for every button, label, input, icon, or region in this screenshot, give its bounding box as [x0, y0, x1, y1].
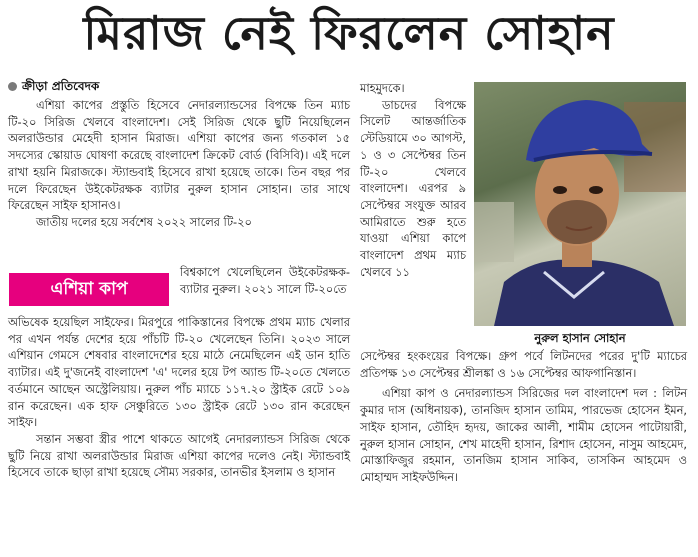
- paragraph: এশিয়া কাপের প্রস্তুতি হিসেবে নেদারল্যান্ডসের বিপক্ষে তিন ম্যাচ টি-২০ সিরিজ খেলবে বাংলাদেশ। সেই সিরিজ থেকে ছুটি নিয়েছিলেন অলরাউন্ডার মেহেদী হাসান মিরাজ। এশিয়া কাপের জন্য গতকাল ১৫ সদস্যের স্কোয়াড ঘোষণা করেছে বাংলাদেশ ক্রিকেট বোর্ড (বিসিবি)। এই দলে রাখা হয়নি মিরাজকে। স্ট্যান্ডবাই হিসেবে রাখা হয়েছে তাকে। তিন বছর পর দলে ফিরেছেন উইকেটরক্ষক ব্যাটার নুরুল হাসান সোহান। তার সাথে ফিরেছেন সাইফ হাসানও।: [8, 98, 350, 213]
- paragraph: এশিয়া কাপ ও নেদারল্যান্ডস সিরিজের দল বাংলাদেশ দল : লিটন কুমার দাস (অধিনায়ক), তানজিদ হাসান তামিম, পারভেজ হোসেন ইমন, সাইফ হাসান, তৌহিদ হৃদয়, জাকের আলী, শামীম হোসেন পাটোয়ারী, নুরুল হাসান সোহান, শেখ মাহেদী হাসান, রিশাদ হোসেন, নাসুম আহমেদ, মোস্তাফিজুর রহমান, তানজিম হাসান সাকিব, তাসকিন আহমেদ ও মোহাম্মদ সাইফউদ্দিন।: [360, 386, 687, 484]
- paragraph: মাহমুদকে।: [360, 81, 405, 95]
- bullet-icon: [8, 82, 17, 91]
- paragraph: ডাচদের বিপক্ষে সিলেট আন্তর্জাতিক স্টেডিয়ামে ৩০ আগস্ট, ১ ও ৩ সেপ্টেম্বর তিন টি-২০ খেলবে বাংলাদেশ। এরপর ৯ সেপ্টেম্বর সংযুক্ত আরব আমিরাতে শুরু হতে যাওয়া এশিয়া কাপে বাংলাদেশ প্রথম ম্যাচ খেলবে ১১: [360, 97, 466, 279]
- section-badge: এশিয়া কাপ: [9, 273, 169, 306]
- paragraph: সেপ্টেম্বর হংকংয়ের বিপক্ষে। গ্রুপ পর্বে লিটনদের পরের দু'টি ম্যাচের প্রতিপক্ষ ১৩ সেপ্টেম্বর শ্রীলঙ্কা ও ১৬ সেপ্টেম্বর আফগানিস্তান।: [360, 349, 687, 380]
- headline: মিরাজ নেই ফিরলেন সোহান: [83, 6, 615, 60]
- player-photo: [474, 82, 686, 326]
- paragraph: সন্তান সম্ভবা স্ত্রীর পাশে থাকতে আগেই নেদারল্যান্ডস সিরিজ থেকে ছুটি নিয়ে রাখা অলরাউন্ডার মিরাজ এশিয়া কাপের দলেও নেই। স্ট্যান্ডবাই হিসেবে তাকে ছাড়া রাখা হয়েছে সৌম্য সরকার, তানভীর ইসলাম ও হাসান: [8, 431, 350, 480]
- column-1-beside-badge: [180, 264, 350, 297]
- player-photo-illustration: [474, 82, 686, 326]
- paragraph: বিশ্বকাপে খেলেছিলেন উইকেটরক্ষক-ব্যাটার নুরুল। ২০২১ সালে টি-২০তে: [180, 265, 350, 296]
- column-1-bottom: [8, 314, 350, 481]
- column-1-top: [8, 97, 350, 231]
- paragraph: অভিষেক হয়েছিল সাইফের। মিরপুরে পাকিস্তানের বিপক্ষে প্রথম ম্যাচ খেলার পর এখন পর্যন্ত দেশের হয়ে পাঁচটি টি-২০ খেলেছেন তিনি। ২০২৩ সালে এশিয়ান গেমসে শেষবার বাংলাদেশের হয়ে মাঠে নেমেছিলেন এই ডান হাতি ব্যাটার। এই দু'জনেই বাংলাদেশ 'এ' দলের হয়ে টপ অ্যান্ড টি-২০তে খেলতে বর্তমানে আছেন অস্ট্রেলিয়ায়। নুরুল পাঁচ ম্যাচে ১১৭.২০ স্ট্রাইক রেটে ১০৯ রান করেছেন। এক হাফ সেঞ্চুরিতে ১৩০ স্ট্রাইক রেটে ১৩০ রান করেছেন সাইফ।: [8, 315, 350, 430]
- photo-caption: নুরুল হাসান সোহান: [534, 331, 626, 345]
- byline-text: ক্রীড়া প্রতিবেদক: [22, 79, 100, 93]
- paragraph: জাতীয় দলের হয়ে সর্বশেষ ২০২২ সালের টি-২০: [36, 214, 252, 229]
- byline: [8, 78, 348, 94]
- column-2: [360, 80, 466, 280]
- column-2-wide: [360, 348, 687, 486]
